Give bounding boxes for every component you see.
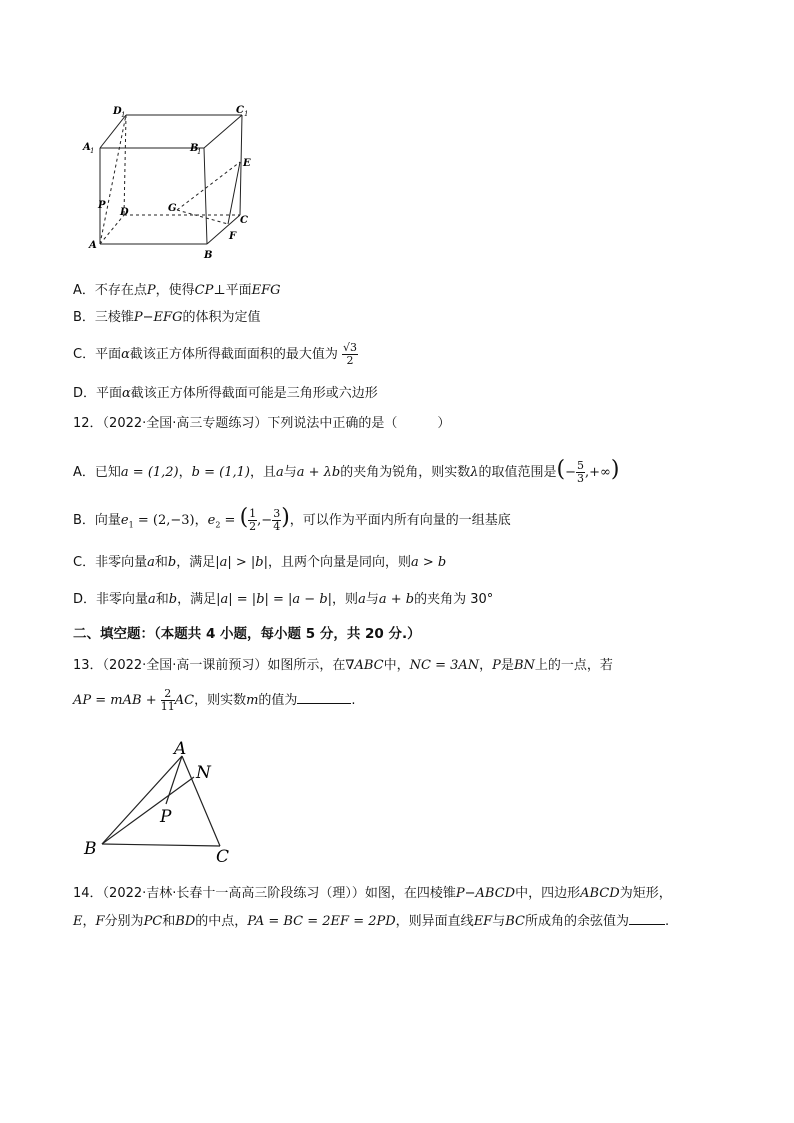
q13-line2: AP = mAB + $\frac{2}{11}$ AC，则实数m的值为 . [73, 687, 356, 713]
label-B1: B [190, 143, 199, 154]
q12-option-a: A．已知a = (1,2)，b = (1,1)，且a与a + λb的夹角为锐角，则实数λ的取值范围是(− $\frac{5}{3}$ ,+∞) [73, 457, 620, 485]
svg-text:1: 1 [121, 111, 126, 119]
svg-text:1: 1 [197, 148, 202, 156]
label-G: G [168, 203, 177, 214]
label-A1: A [83, 142, 91, 153]
label-P: P [98, 200, 106, 211]
tri-label-P: P [160, 807, 172, 827]
label-A: A [89, 240, 97, 251]
q11-option-a: A．不存在点P，使得CP⊥平面EFG [73, 283, 281, 298]
q12-header: 12．（2022·全国·高三专题练习）下列说法中正确的是（ ） [73, 416, 451, 431]
tri-label-C: C [216, 847, 230, 867]
q14-line2: E，F分别为PC和BD的中点，PA = BC = 2EF = 2PD，则异面直线EF与BC所成角的余弦值为 . [73, 914, 670, 929]
svg-text:1: 1 [90, 147, 95, 155]
label-F: F [229, 231, 237, 242]
q12-option-c: C．非零向量a和b，满足|a| > |b|，且两个向量是同向，则a > b [73, 555, 447, 570]
label-E: E [243, 158, 251, 169]
q11-option-b: B．三棱锥P−EFG的体积为定值 [73, 310, 261, 325]
q14-line1: 14．（2022·吉林·长春十一高高三阶段练习（理））如图，在四棱锥P−ABCD中，四边形ABCD为矩形， [73, 886, 672, 901]
label-C1: C [236, 105, 244, 116]
label-D: D [120, 207, 129, 218]
label-B: B [204, 250, 213, 261]
label-D1: D [113, 106, 122, 117]
tri-label-N: N [196, 763, 211, 783]
triangle-figure [80, 738, 240, 868]
q12-option-b: B．向量$e_1 = (2,-3)$，$e_2$ = ( $\frac{1}{2}$ ,− $\frac{3}{4}$ )，可以作为平面内所有向量的一组基底 [73, 505, 511, 533]
q11-option-d: D．平面α截该正方体所得截面可能是三角形或六边形 [73, 386, 378, 401]
q14-answer-blank[interactable] [629, 912, 665, 925]
q12-option-d: D．非零向量a和b，满足|a| = |b| = |a − b|，则a与a + b的夹角为 30° [73, 592, 494, 607]
tri-label-A: A [174, 739, 187, 759]
section-heading: 二、填空题：（本题共 4 小题，每小题 5 分，共 20 分.） [73, 626, 421, 642]
tri-label-B: B [84, 839, 97, 859]
svg-text:1: 1 [244, 110, 249, 118]
label-C: C [240, 215, 248, 226]
q11-option-c: C．平面α截该正方体所得截面面积的最大值为 $\frac{√3}{2}$ [73, 341, 358, 367]
q13-line1: 13．（2022·全国·高一课前预习）如图所示，在∇ABC中，NC = 3AN，P是BN上的一点，若 [73, 658, 613, 673]
cube-figure [80, 100, 260, 265]
q13-answer-blank[interactable] [297, 691, 351, 704]
